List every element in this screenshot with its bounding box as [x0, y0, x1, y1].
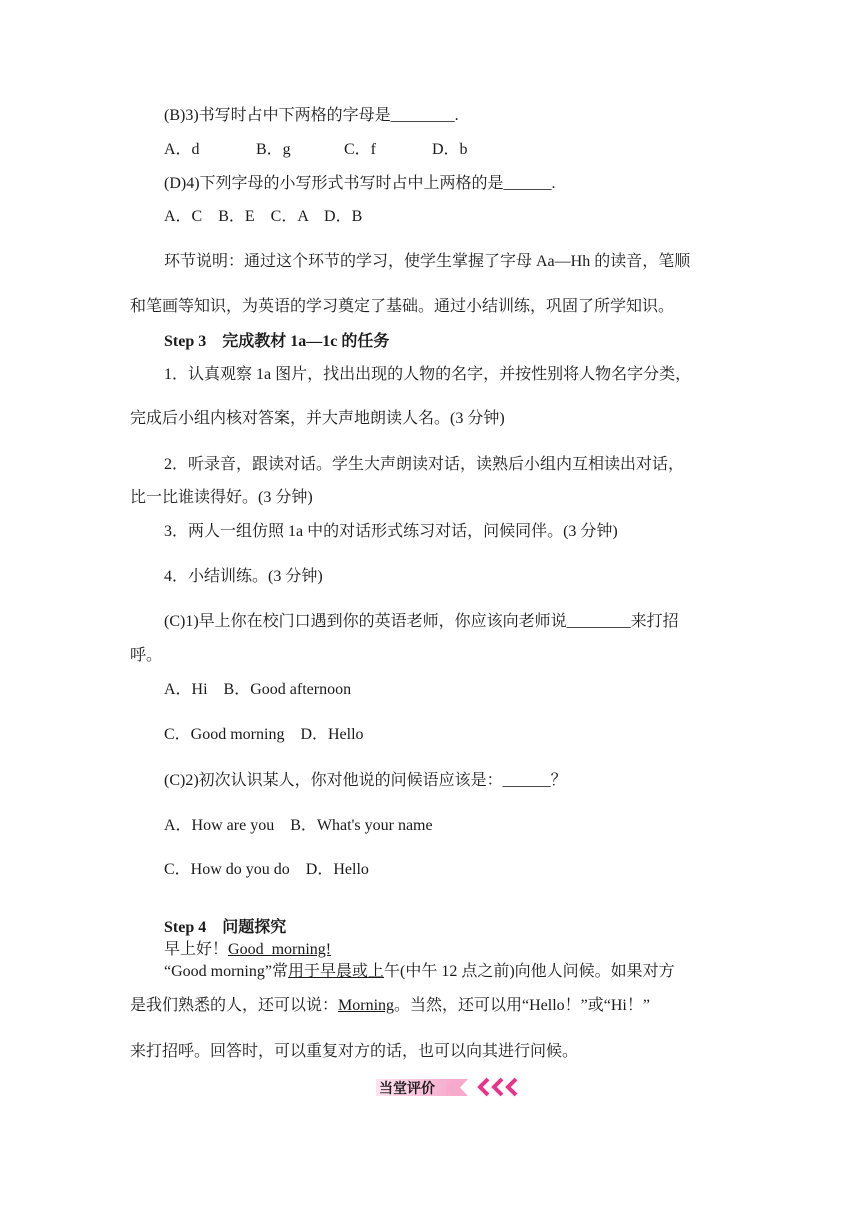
question-d4-options: A．C B．E C．A D．B: [164, 208, 363, 225]
question-c1-line2: 呼。: [130, 647, 163, 664]
question-c1-options-1: A．Hi B．Good afternoon: [164, 681, 352, 698]
step3-item4: 4．小结训练。(3 分钟): [164, 568, 323, 585]
step3-item2-line1: 2．听录音，跟读对话。学生大声朗读对话，读熟后小组内互相读出对话，: [164, 456, 685, 473]
question-c2: (C)2)初次认识某人，你对他说的问候语应该是：______？: [164, 772, 567, 789]
step4-text: 是我们熟悉的人，还可以说：: [130, 997, 339, 1014]
question-c2-options-1: A．How are you B．What's your name: [164, 817, 433, 834]
step4-underlined-text: 用于早晨或上: [287, 963, 384, 980]
question-c2-options-2: C．How do you do D．Hello: [164, 861, 369, 878]
step4-heading: Step 4 问题探究: [164, 919, 287, 936]
section-note-line-2: 和笔画等知识，为英语的学习奠定了基础。通过小结训练，巩固了所学知识。: [130, 298, 675, 315]
evaluation-banner-graphic: [376, 1074, 526, 1100]
step4-text: “Good morning”常: [164, 963, 288, 980]
question-b3-options: [164, 140, 468, 160]
question-c1-line1: (C)1)早上你在校门口遇到你的英语老师，你应该向老师说________来打招: [164, 613, 679, 630]
question-c1-options-2: C．Good morning D．Hello: [164, 726, 364, 743]
step3-item3: 3．两人一组仿照 1a 中的对话形式练习对话，问候同伴。(3 分钟): [164, 523, 618, 540]
option-a: A．d: [164, 141, 200, 158]
step3-heading: Step 3 完成教材 1a—1c 的任务: [164, 333, 390, 350]
section-note-line-1: 环节说明：通过这个环节的学习，使学生掌握了字母 Aa—Hh 的读音，笔顺: [164, 253, 691, 270]
step4-para-line1: [164, 962, 675, 982]
option-c: C．f: [344, 141, 377, 158]
option-d: D．b: [432, 141, 468, 158]
step4-title-en: Good_morning!: [228, 941, 332, 958]
chevron-left-icon: [508, 1079, 516, 1095]
step3-item1-line1: 1．认真观察 1a 图片，找出出现的人物的名字，并按性别将人物名字分类，: [164, 366, 692, 383]
banner-label: 当堂评价: [379, 1081, 435, 1097]
chevron-left-icon: [494, 1079, 502, 1095]
step4-para-line2: [130, 996, 650, 1016]
step4-text: 午(中午 12 点之前)向他人问候。如果对方: [384, 963, 675, 980]
step3-item1-line2: 完成后小组内核对答案，并大声地朗读人名。(3 分钟): [130, 410, 505, 427]
question-d4: (D)4)下列字母的小写形式书写时占中上两格的是______.: [164, 175, 556, 192]
question-b3: (B)3)书写时占中下两格的字母是________.: [164, 107, 459, 124]
step3-item2-line2: 比一比谁读得好。(3 分钟): [130, 489, 313, 506]
step4-text: 。当然，还可以用“Hello！”或“Hi！”: [394, 997, 650, 1014]
option-b: B．g: [256, 141, 291, 158]
evaluation-banner: [376, 1074, 526, 1100]
chevron-left-icon: [480, 1079, 488, 1095]
step4-para-line3: 来打招呼。回答时，可以重复对方的话，也可以向其进行问候。: [130, 1043, 579, 1060]
step4-underlined-text: Morning: [338, 997, 395, 1014]
step4-title: [164, 940, 331, 960]
step4-title-cn: 早上好！: [164, 941, 229, 958]
